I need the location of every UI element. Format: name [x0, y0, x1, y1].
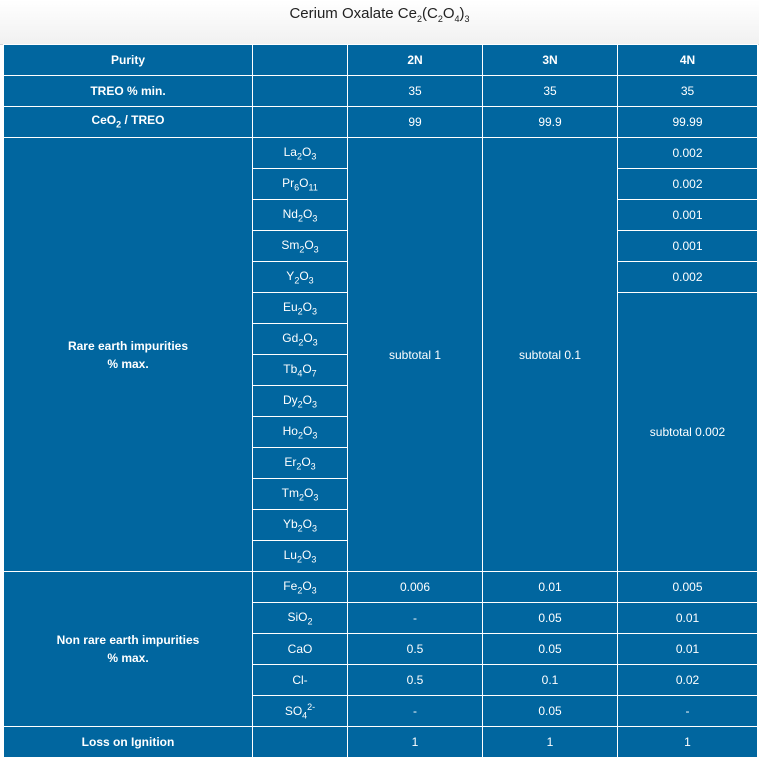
purity-header: Purity: [4, 45, 253, 76]
loi-4n-value: 1: [618, 727, 758, 758]
treo-2n-value: 35: [348, 76, 483, 107]
table-row: [4, 572, 758, 603]
empty-cell: [253, 107, 348, 138]
rare-earth-4n-value: 0.002: [618, 262, 758, 293]
ceo2-2n-value: 99: [348, 107, 483, 138]
compound-cell: $Er_2O_3$: [253, 448, 348, 479]
compound-header: [253, 45, 348, 76]
table-row: [4, 107, 758, 138]
compound-cell: $SO_4^{2-}$: [253, 696, 348, 727]
loi-3n-value: 1: [483, 727, 618, 758]
compound-cell: CaO: [253, 634, 348, 665]
grade-4n-header: 4N: [618, 45, 758, 76]
loi-2n-value: 1: [348, 727, 483, 758]
impurity-4n-value: -: [618, 696, 758, 727]
grade-2n-header: 2N: [348, 45, 483, 76]
treo-3n-value: 35: [483, 76, 618, 107]
impurity-4n-value: 0.005: [618, 572, 758, 603]
table-row: [4, 727, 758, 758]
impurity-2n-value: 0.006: [348, 572, 483, 603]
compound-cell: $Sm_2O_3$: [253, 231, 348, 262]
compound-cell: $Y_2O_3$: [253, 262, 348, 293]
compound-cell: $Pr_6O_{11}$: [253, 169, 348, 200]
impurity-3n-value: 0.05: [483, 634, 618, 665]
compound-cell: $Dy_2O_3$: [253, 386, 348, 417]
ceo2-3n-value: 99.9: [483, 107, 618, 138]
spec-table: [3, 44, 758, 758]
non-rare-earth-label: Non rare earth impurities % max.: [4, 572, 253, 727]
rare-earth-label: Rare earth impurities % max.: [4, 138, 253, 572]
compound-cell: $Gd_2O_3$: [253, 324, 348, 355]
impurity-4n-value: 0.01: [618, 603, 758, 634]
impurity-2n-value: -: [348, 696, 483, 727]
compound-cell: $Tb_4O_7$: [253, 355, 348, 386]
empty-cell: [253, 76, 348, 107]
treo-label: TREO % min.: [4, 76, 253, 107]
impurity-2n-value: -: [348, 603, 483, 634]
table-row: [4, 76, 758, 107]
impurity-4n-value: 0.01: [618, 634, 758, 665]
compound-cell: $Eu_2O_3$: [253, 293, 348, 324]
impurity-2n-value: 0.5: [348, 665, 483, 696]
rare-earth-4n-value: 0.001: [618, 231, 758, 262]
treo-4n-value: 35: [618, 76, 758, 107]
compound-cell: Cl-: [253, 665, 348, 696]
table-row: [4, 45, 758, 76]
impurity-3n-value: 0.05: [483, 696, 618, 727]
compound-cell: $Yb_2O_3$: [253, 510, 348, 541]
rare-earth-4n-subtotal: subtotal 0.002: [618, 293, 758, 572]
impurity-3n-value: 0.01: [483, 572, 618, 603]
grade-3n-header: 3N: [483, 45, 618, 76]
compound-cell: SiO$_2$: [253, 603, 348, 634]
rare-earth-4n-value: 0.002: [618, 138, 758, 169]
rare-earth-4n-value: 0.002: [618, 169, 758, 200]
compound-cell: $Nd_2O_3$: [253, 200, 348, 231]
rare-earth-4n-value: 0.001: [618, 200, 758, 231]
ceo2-4n-value: 99.99: [618, 107, 758, 138]
compound-cell: $La_2O_3$: [253, 138, 348, 169]
compound-cell: $Tm_2O_3$: [253, 479, 348, 510]
empty-cell: [253, 727, 348, 758]
rare-earth-3n-subtotal: subtotal 0.1: [483, 138, 618, 572]
impurity-3n-value: 0.05: [483, 603, 618, 634]
compound-cell: $Ho_2O_3$: [253, 417, 348, 448]
table-row: [4, 138, 758, 169]
ceo2-label: CeO$_2$ / TREO: [4, 107, 253, 138]
compound-cell: $Lu_2O_3$: [253, 541, 348, 572]
impurity-3n-value: 0.1: [483, 665, 618, 696]
page-title: Cerium Oxalate $Ce_2(C_2O_4)_3$: [0, 0, 759, 45]
compound-cell: $Fe_2O_3$: [253, 572, 348, 603]
rare-earth-2n-subtotal: subtotal 1: [348, 138, 483, 572]
loi-label: Loss on Ignition: [4, 727, 253, 758]
impurity-2n-value: 0.5: [348, 634, 483, 665]
impurity-4n-value: 0.02: [618, 665, 758, 696]
